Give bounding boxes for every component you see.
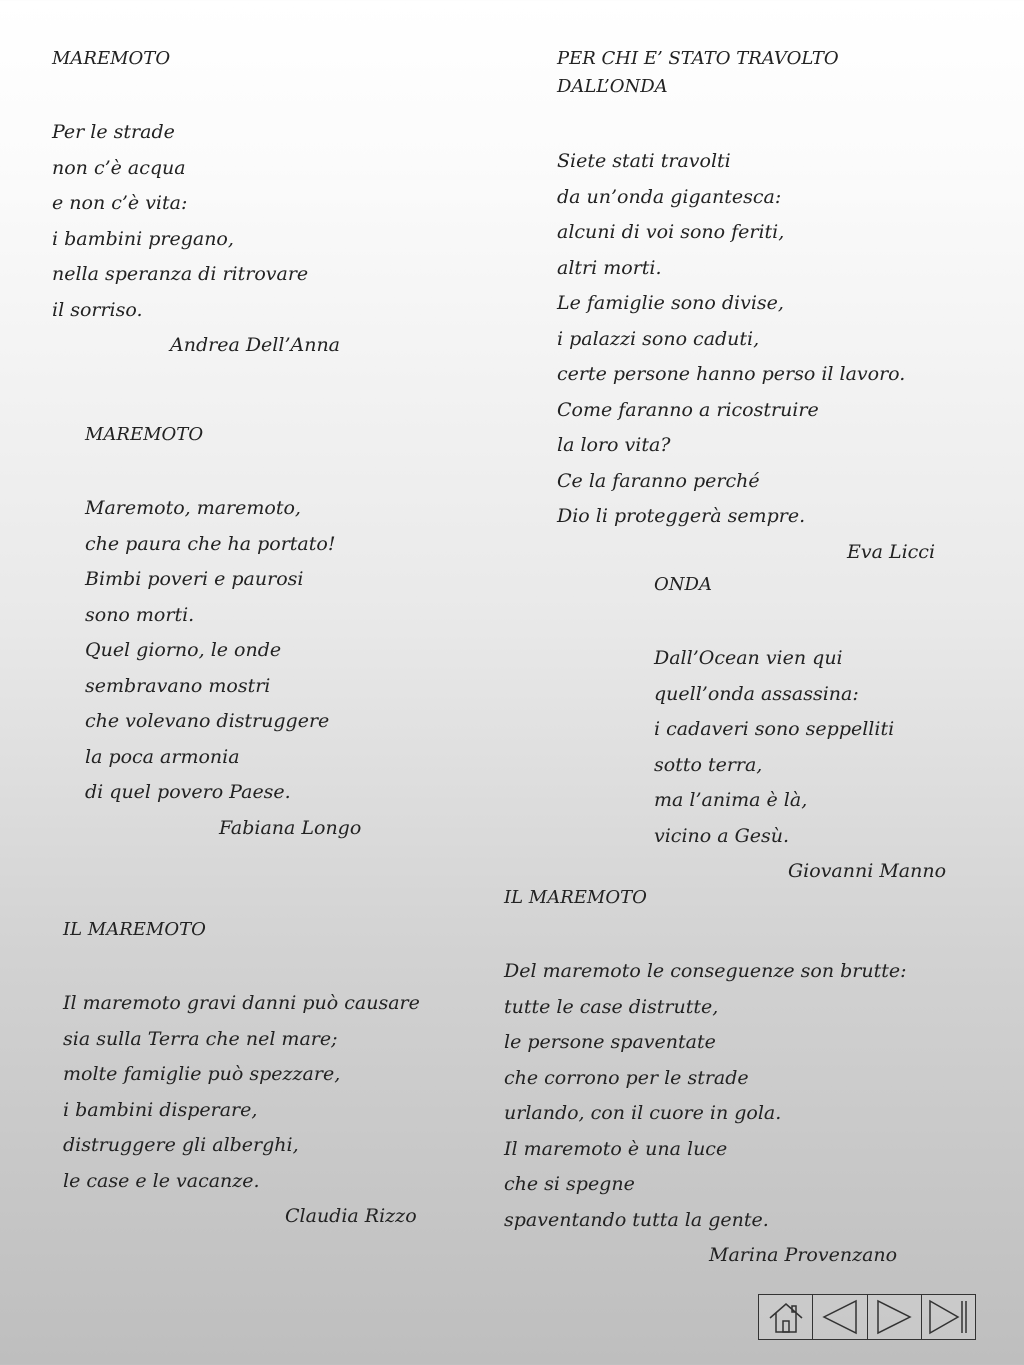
slide-navigation-bar (758, 1294, 976, 1340)
poem-body (557, 144, 905, 535)
poem-title: PER CHI E’ STATO TRAVOLTO DALL’ONDA (557, 48, 839, 97)
poem-line: tutte le case distrutte, (504, 995, 719, 1018)
poem-line: ma l’anima è là, (654, 789, 808, 811)
poem-body (504, 954, 907, 1238)
poem-author: Andrea Dell’Anna (170, 334, 341, 356)
poem-line: da un’onda gigantesca: (557, 185, 782, 208)
poem-body (63, 986, 420, 1199)
poem-line: Del maremoto le conseguenze son brutte: (504, 960, 907, 982)
poem-line: distruggere gli alberghi, (63, 1134, 299, 1156)
poem-line: altri morti. (557, 256, 662, 279)
poem-title: MAREMOTO (85, 424, 204, 445)
poem-line: il sorriso. (52, 298, 143, 321)
poem-line: certe persone hanno perso il lavoro. (557, 363, 906, 385)
poem-title: ONDA (654, 574, 712, 595)
poem-line: i bambini disperare, (63, 1098, 258, 1121)
poem-line: Dall’Ocean vien qui (654, 647, 843, 669)
last-icon (928, 1299, 968, 1335)
poem-body (85, 491, 335, 811)
poem-line: che paura che ha portato! (85, 532, 336, 555)
poem-line: Il maremoto gravi danni può causare (63, 992, 420, 1014)
poem-line: Maremoto, maremoto, (85, 497, 301, 519)
home-icon (768, 1299, 804, 1335)
poem-andrea-dellanna (52, 45, 341, 364)
poem-line: Quel giorno, le onde (85, 639, 282, 661)
next-button[interactable] (868, 1295, 922, 1339)
poem-line: sotto terra, (654, 753, 763, 776)
poem-line: che volevano distruggere (85, 710, 330, 732)
poem-eva-licci (557, 45, 936, 570)
poem-line: Siete stati travolti (557, 150, 731, 172)
poem-line: spaventando tutta la gente. (504, 1208, 769, 1231)
poem-line: di quel povero Paese. (85, 781, 291, 803)
poem-line: e non c’è vita: (52, 192, 188, 214)
poem-line: che corrono per le strade (504, 1066, 749, 1089)
poem-line: sia sulla Terra che nel mare; (63, 1027, 338, 1050)
previous-icon (822, 1299, 858, 1335)
poem-line: le persone spaventate (504, 1031, 716, 1053)
poem-line: Bimbi poveri e paurosi (85, 568, 304, 590)
poem-line: che si spegne (504, 1173, 635, 1195)
poem-fabiana-longo (85, 421, 362, 846)
poem-giovanni-manno (654, 571, 947, 890)
poem-line: i cadaveri sono seppelliti (654, 718, 895, 740)
poem-author: Giovanni Manno (788, 860, 947, 882)
poem-claudia-rizzo (63, 916, 420, 1235)
poem-line: non c’è acqua (52, 156, 186, 179)
poem-title: IL MAREMOTO (63, 919, 206, 940)
poem-line: vicino a Gesù. (654, 824, 790, 847)
poem-marina-provenzano (504, 884, 907, 1274)
poem-line: Ce la faranno perché (557, 469, 760, 492)
poem-author: Fabiana Longo (219, 816, 362, 839)
poem-line: quell’onda assassina: (654, 682, 859, 705)
poem-line: Dio li proteggerà sempre. (557, 505, 806, 527)
poem-author: Eva Licci (847, 540, 936, 563)
previous-button[interactable] (813, 1295, 867, 1339)
poem-line: urlando, con il cuore in gola. (504, 1102, 782, 1124)
next-icon (876, 1299, 912, 1335)
poem-body (654, 641, 894, 854)
home-button[interactable] (759, 1295, 813, 1339)
poem-title: MAREMOTO (52, 48, 171, 69)
poem-line: Le famiglie sono divise, (557, 292, 784, 314)
poem-line: la poca armonia (85, 745, 240, 768)
poem-title: IL MAREMOTO (504, 887, 647, 908)
poem-body (52, 115, 308, 328)
poem-line: alcuni di voi sono feriti, (557, 221, 785, 243)
poem-line: molte famiglie può spezzare, (63, 1063, 341, 1085)
poem-line: le case e le vacanze. (63, 1169, 260, 1192)
poem-line: i palazzi sono caduti, (557, 327, 760, 350)
poem-line: sembravano mostri (85, 674, 271, 697)
last-button[interactable] (922, 1295, 975, 1339)
poem-line: sono morti. (85, 603, 195, 626)
poem-author: Marina Provenzano (709, 1244, 898, 1266)
poem-line: la loro vita? (557, 434, 671, 456)
poem-line: Per le strade (52, 121, 175, 143)
poem-author: Claudia Rizzo (285, 1205, 417, 1227)
poem-line: Come faranno a ricostruire (557, 398, 819, 421)
poem-line: i bambini pregano, (52, 227, 234, 250)
poem-line: Il maremoto è una luce (504, 1137, 728, 1160)
poem-line: nella speranza di ritrovare (52, 263, 309, 285)
